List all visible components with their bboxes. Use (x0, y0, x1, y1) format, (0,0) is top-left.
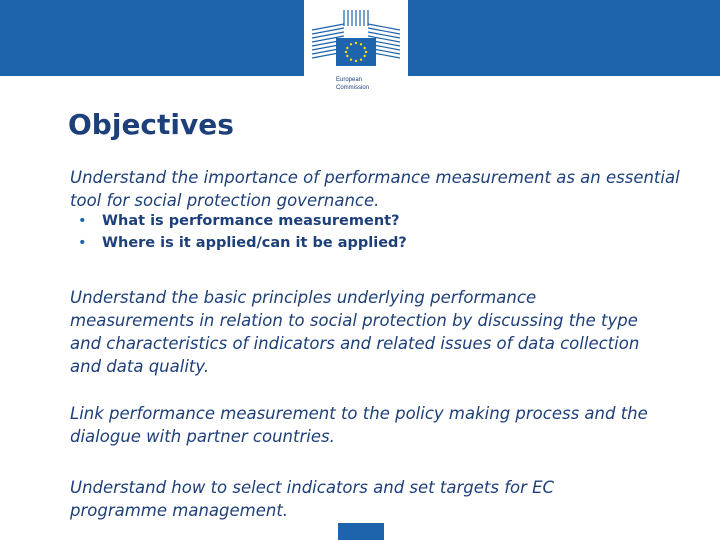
logo-wordmark (336, 76, 369, 92)
bullet-dot-icon: • (78, 213, 87, 229)
bullet-text: Where is it applied/can it be applied? (102, 235, 407, 251)
bullet-text: What is performance measurement? (102, 213, 400, 229)
european-commission-logo (304, 0, 408, 100)
bullet-item (78, 210, 407, 232)
footer-flag-bar (338, 523, 384, 540)
objective-paragraph-4: Understand how to select indicators and set targets for EC programme management. (70, 478, 555, 520)
objective-paragraph-2: Understand the basic principles underlying performance measurements in relation to social protection by discussing the type and characteristics of indicators and related issues of data collection and data quality. (70, 288, 640, 376)
objective-paragraph-3: Link performance measurement to the policy making process and the dialogue with partner countries. (70, 404, 648, 446)
logo-line-2: Commission (336, 85, 370, 91)
slide-title: Objectives (68, 108, 234, 141)
logo-line-1: European (336, 77, 363, 83)
bullet-dot-icon: • (78, 235, 87, 251)
commission-building-icon (304, 0, 408, 76)
bullet-item (78, 232, 407, 254)
bullet-list (78, 210, 407, 254)
objective-paragraph-1: Understand the importance of performance measurement as an essential tool for social protection governance. (70, 168, 680, 210)
